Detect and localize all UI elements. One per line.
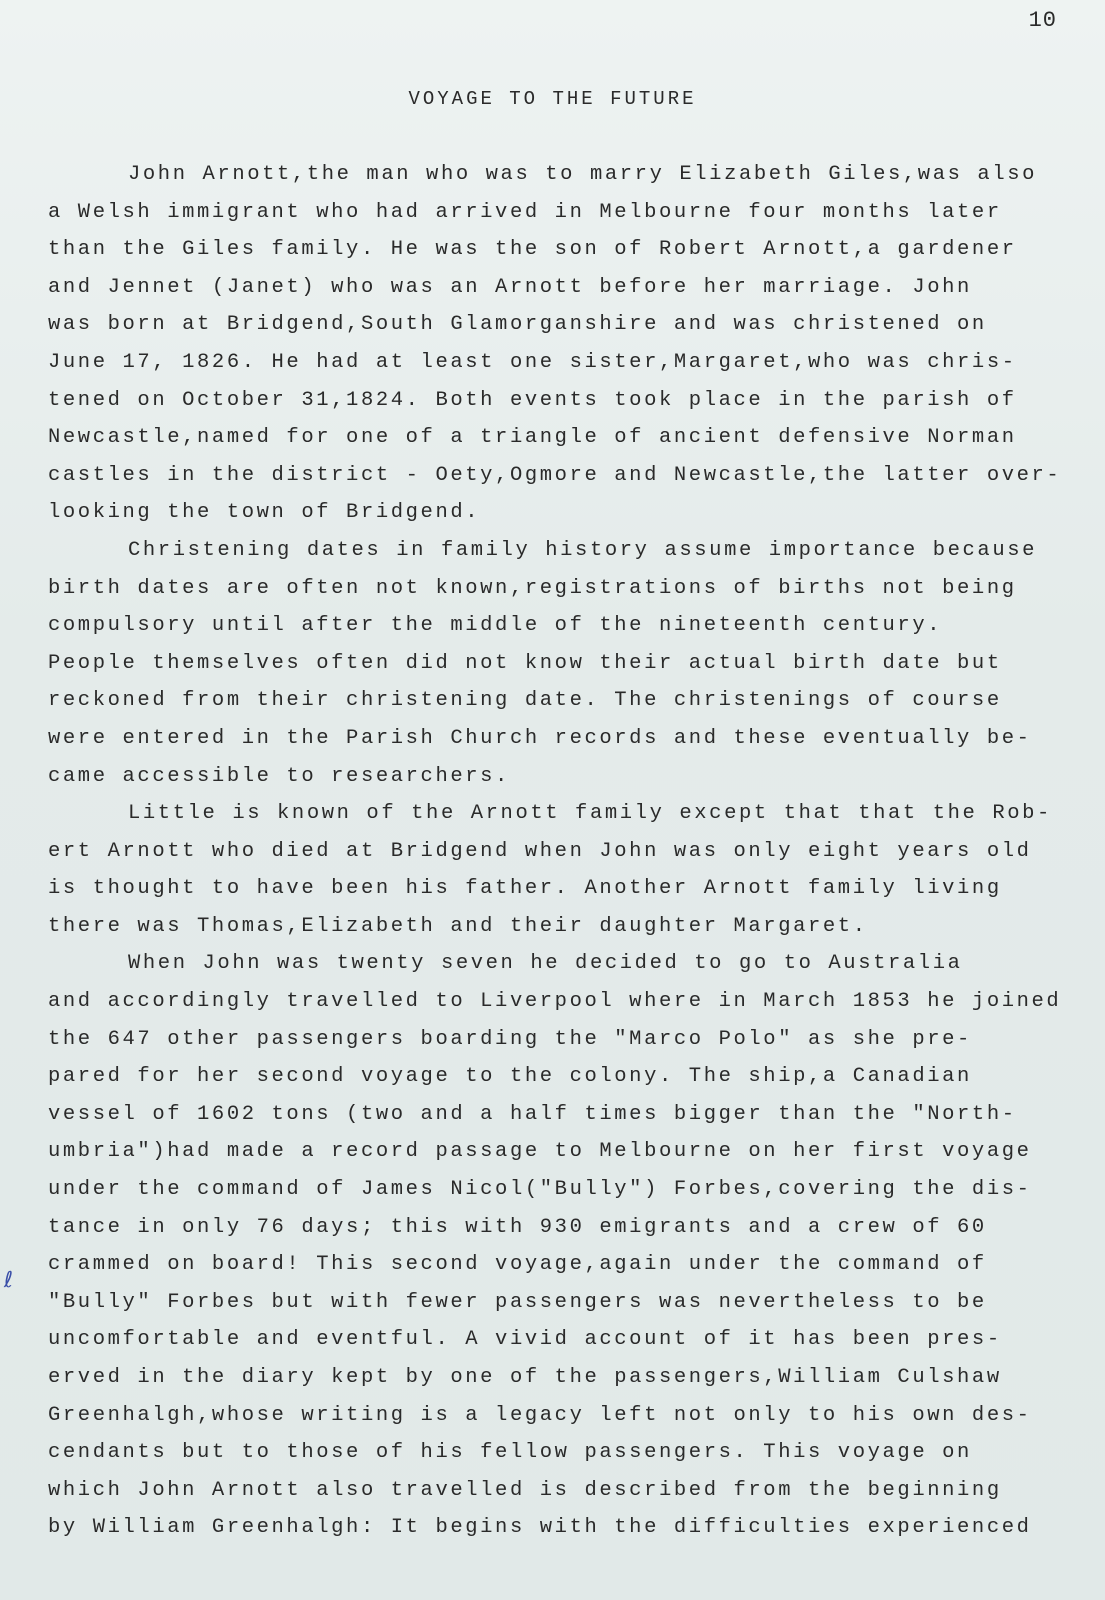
text-line: vessel of 1602 tons (two and a half times bigger than the "North- (48, 1102, 1017, 1126)
text-line: tance in only 76 days; this with 930 emigrants and a crew of 60 (48, 1215, 987, 1239)
text-line: birth dates are often not known,registrations of births not being (48, 576, 1017, 600)
text-line: the 647 other passengers boarding the "Marco Polo" as she pre- (48, 1027, 972, 1051)
text-line: under the command of James Nicol("Bully") Forbes,covering the dis- (48, 1178, 1032, 1202)
text-line: looking the town of Bridgend. (48, 501, 481, 525)
text-line: umbria")had made a record passage to Melbourne on her first voyage (48, 1140, 1032, 1164)
text-line: there was Thomas,Elizabeth and their daughter Margaret. (48, 914, 868, 938)
text-line: cendants but to those of his fellow passengers. This voyage on (48, 1441, 972, 1465)
text-line: and accordingly travelled to Liverpool where in March 1853 he joined (48, 990, 1062, 1014)
text-line: and Jennet (Janet) who was an Arnott before her marriage. John (48, 275, 972, 299)
text-line: ert Arnott who died at Bridgend when John was only eight years old (48, 839, 1032, 863)
text-line: When John was twenty seven he decided to go to Australia (128, 952, 963, 976)
text-line: a Welsh immigrant who had arrived in Melbourne four months later (48, 200, 1002, 224)
page-number: 10 (1028, 8, 1057, 33)
text-line: is thought to have been his father. Another Arnott family living (48, 877, 1002, 901)
body-text (48, 156, 1088, 1547)
text-line: erved in the diary kept by one of the passengers,William Culshaw (48, 1366, 1002, 1389)
text-line: uncomfortable and eventful. A vivid account of it has been pres- (48, 1328, 1002, 1352)
text-line: by William Greenhalgh: It begins with the difficulties experienced (48, 1516, 1032, 1540)
text-line: crammed on board! This second voyage,again under the command of (48, 1253, 987, 1277)
text-line: reckoned from their christening date. The christenings of course (48, 689, 1002, 713)
text-line: than the Giles family. He was the son of Robert Arnott,a gardener (48, 238, 1017, 262)
text-line: were entered in the Parish Church records and these eventually be- (48, 726, 1032, 750)
text-line: Christening dates in family history assume importance because (128, 538, 1038, 562)
text-line: pared for her second voyage to the colony. The ship,a Canadian (48, 1065, 972, 1089)
text-line: People themselves often did not know their actual birth date but (48, 651, 1002, 675)
text-line: compulsory until after the middle of the nineteenth century. (48, 614, 943, 638)
text-line: Little is known of the Arnott family except that that the Rob- (128, 802, 1052, 826)
text-line: came accessible to researchers. (48, 764, 510, 788)
text-line: was born at Bridgend,South Glamorganshire and was christened on (48, 313, 987, 337)
text-line: tened on October 31,1824. Both events took place in the parish of (48, 388, 1017, 412)
text-line: which John Arnott also travelled is described from the beginning (48, 1478, 1002, 1502)
text-line: Newcastle,named for one of a triangle of ancient defensive Norman (48, 426, 1017, 450)
text-line: castles in the district - Oety,Ogmore and Newcastle,the latter over- (48, 463, 1062, 487)
text-line: June 17, 1826. He had at least one sister,Margaret,who was chris- (48, 350, 1017, 374)
text-line: John Arnott,the man who was to marry Elizabeth Giles,was also (128, 163, 1038, 186)
text-line: Greenhalgh,whose writing is a legacy left not only to his own des- (48, 1403, 1032, 1427)
text-line: "Bully" Forbes but with fewer passengers was nevertheless to be (48, 1290, 987, 1314)
handwritten-margin-mark: ℓ (4, 1268, 14, 1293)
page-title: VOYAGE TO THE FUTURE (408, 88, 697, 110)
